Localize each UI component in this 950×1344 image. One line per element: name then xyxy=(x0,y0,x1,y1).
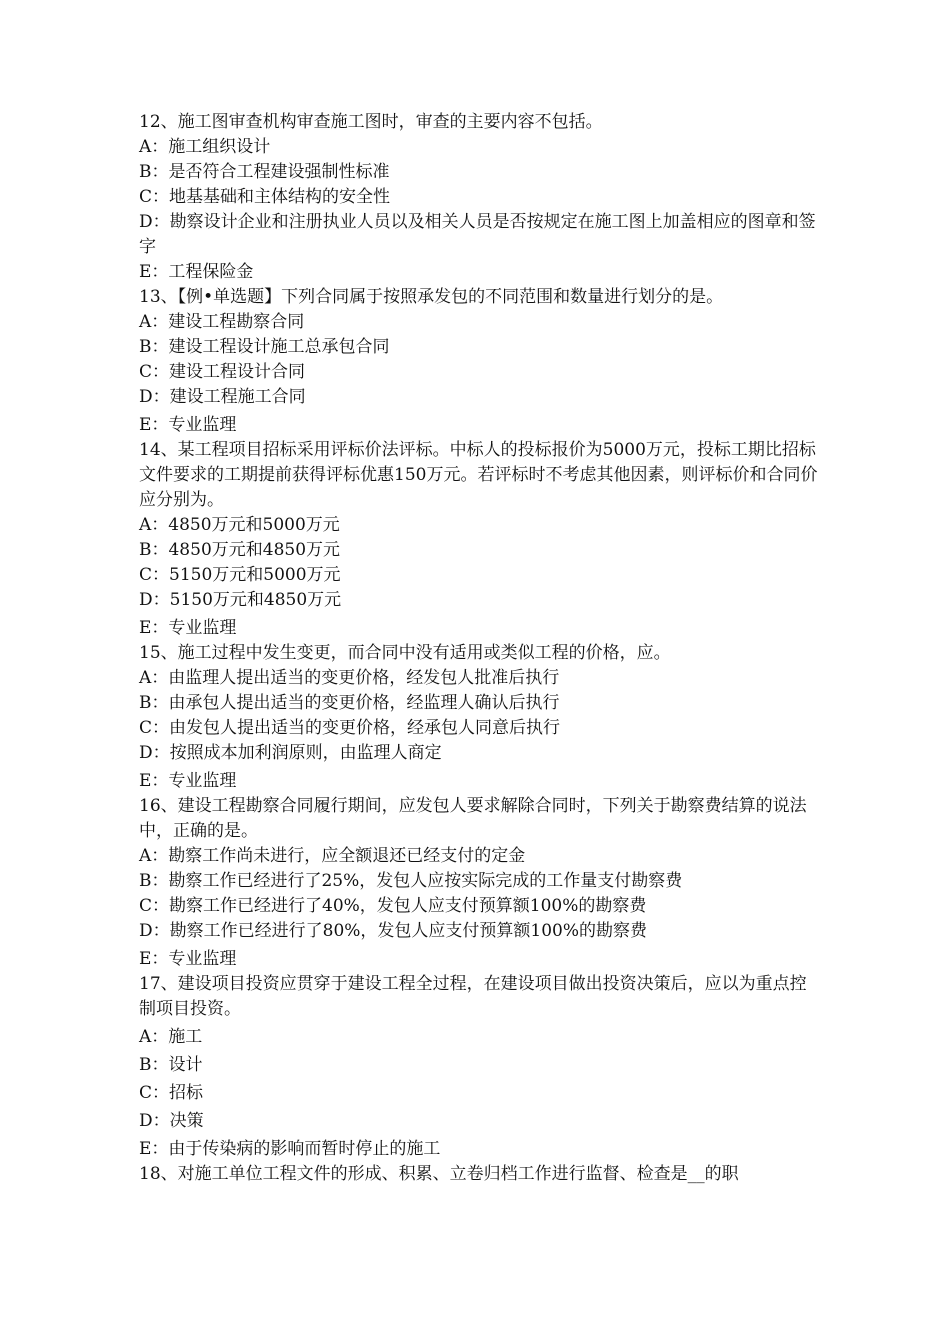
option-d: D：决策 xyxy=(139,1111,204,1131)
option-d: D：按照成本加利润原则，由监理人商定 xyxy=(139,743,442,763)
question-stem: 16、建设工程勘察合同履行期间，应发包人要求解除合同时，下列关于勘察费结算的说法中，正确的是。 xyxy=(139,796,807,841)
option-b: B：勘察工作已经进行了25%，发包人应按实际完成的工作量支付勘察费 xyxy=(139,871,683,891)
option-d: D：勘察设计企业和注册执业人员以及相关人员是否按规定在施工图上加盖相应的图章和签字 xyxy=(139,212,816,257)
option-b: B：设计 xyxy=(139,1055,203,1075)
question-16 xyxy=(139,794,819,972)
option-d: D：勘察工作已经进行了80%，发包人应支付预算额100%的勘察费 xyxy=(139,921,648,941)
question-stem: 13、【例•单选题】下列合同属于按照承发包的不同范围和数量进行划分的是。 xyxy=(139,287,724,307)
question-14 xyxy=(139,438,819,641)
option-c: C：招标 xyxy=(139,1083,204,1103)
question-17 xyxy=(139,972,819,1162)
option-d: D：建设工程施工合同 xyxy=(139,387,306,407)
option-a: A：由监理人提出适当的变更价格，经发包人批准后执行 xyxy=(139,668,560,688)
option-c: C：地基基础和主体结构的安全性 xyxy=(139,187,391,207)
option-b: B：是否符合工程建设强制性标准 xyxy=(139,162,390,182)
option-b: B：由承包人提出适当的变更价格，经监理人确认后执行 xyxy=(139,693,560,713)
question-stem: 18、对施工单位工程文件的形成、积累、立卷归档工作进行监督、检查是__的职 xyxy=(139,1164,739,1184)
option-a: A：建设工程勘察合同 xyxy=(139,312,305,332)
option-a: A：施工 xyxy=(139,1027,203,1047)
option-e: E：专业监理 xyxy=(139,949,237,969)
option-c: C：由发包人提出适当的变更价格，经承包人同意后执行 xyxy=(139,718,561,738)
option-c: C：勘察工作已经进行了40%，发包人应支付预算额100%的勘察费 xyxy=(139,896,647,916)
question-13 xyxy=(139,285,819,438)
question-stem: 15、施工过程中发生变更，而合同中没有适用或类似工程的价格，应。 xyxy=(139,643,671,663)
question-stem: 14、某工程项目招标采用评标价法评标。中标人的投标报价为5000万元，投标工期比招标文件要求的工期提前获得评标优惠150万元。若评标时不考虑其他因素，则评标价和合同价应分别为。 xyxy=(139,440,818,510)
option-e: E：由于传染病的影响而暂时停止的施工 xyxy=(139,1139,441,1159)
option-c: C：5150万元和5000万元 xyxy=(139,565,341,585)
question-12 xyxy=(139,110,819,285)
option-a: A：施工组织设计 xyxy=(139,137,271,157)
question-18 xyxy=(139,1162,819,1187)
question-stem: 12、施工图审查机构审查施工图时，审查的主要内容不包括。 xyxy=(139,112,603,132)
question-stem: 17、建设项目投资应贯穿于建设工程全过程，在建设项目做出投资决策后，应以为重点控制项目投资。 xyxy=(139,974,807,1019)
option-b: B：建设工程设计施工总承包合同 xyxy=(139,337,390,357)
option-c: C：建设工程设计合同 xyxy=(139,362,306,382)
question-15 xyxy=(139,641,819,794)
document-page xyxy=(139,110,819,1187)
option-d: D：5150万元和4850万元 xyxy=(139,590,342,610)
option-a: A：勘察工作尚未进行，应全额退还已经支付的定金 xyxy=(139,846,526,866)
option-a: A：4850万元和5000万元 xyxy=(139,515,340,535)
option-e: E：专业监理 xyxy=(139,415,237,435)
option-b: B：4850万元和4850万元 xyxy=(139,540,341,560)
option-e: E：专业监理 xyxy=(139,618,237,638)
option-e: E：专业监理 xyxy=(139,771,237,791)
option-e: E：工程保险金 xyxy=(139,262,254,282)
